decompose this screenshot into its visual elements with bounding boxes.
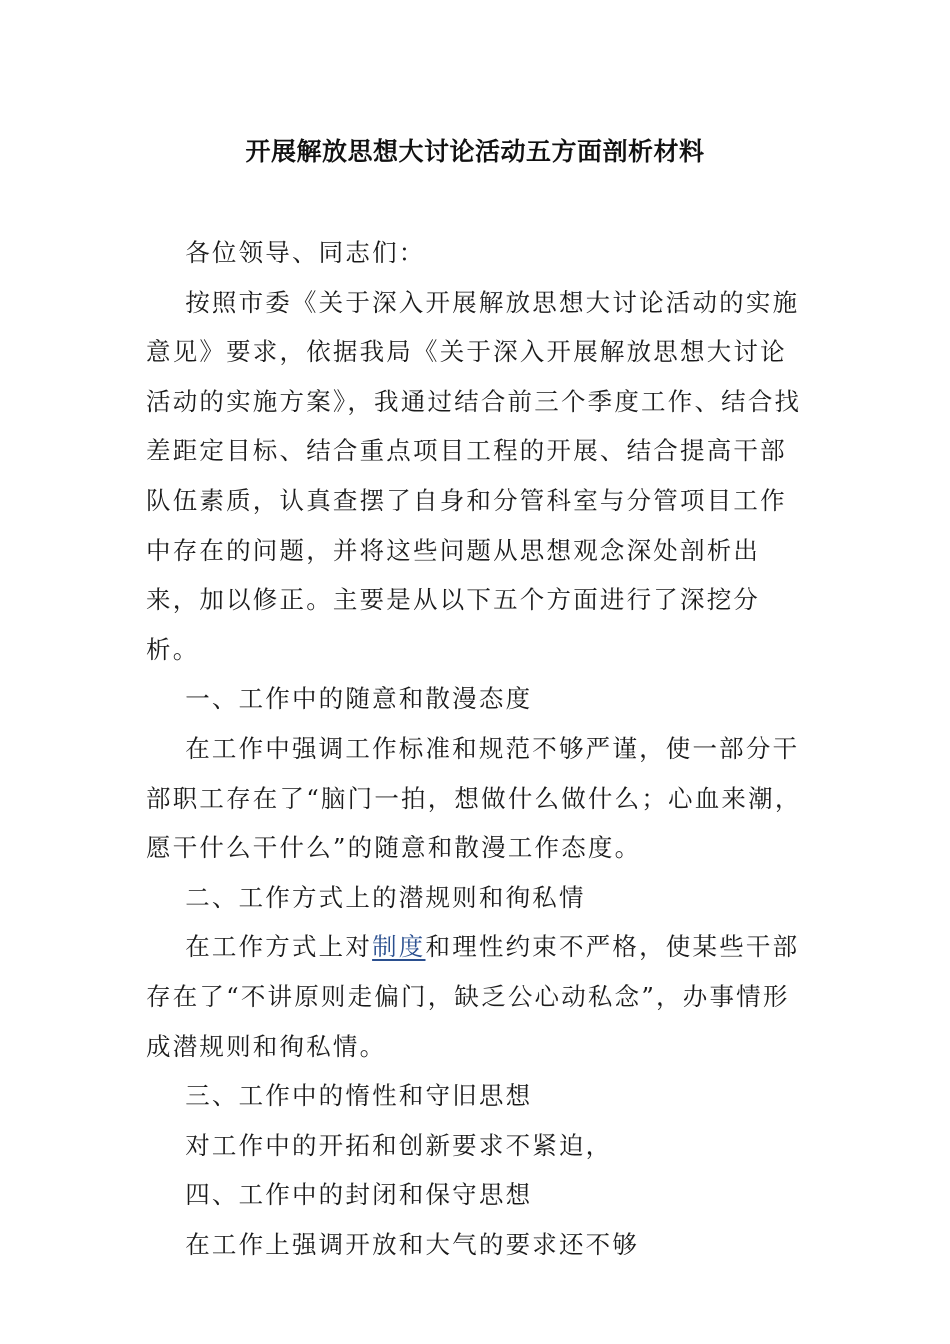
- section-text-1: 在工作中强调工作标准和规范不够严谨，使一部分干部职工存在了“脑门一拍，想做什么做什么；心血来潮，愿干什么干什么”的随意和散漫工作态度。: [146, 733, 802, 863]
- section-text-3: 对工作中的开拓和创新要求不紧迫，: [185, 1130, 613, 1160]
- intro-paragraph: 按照市委《关于深入开展解放思想大讨论活动的实施意见》要求，依据我局《关于深入开展解放思想大讨论活动的实施方案》，我通过结合前三个季度工作、结合找差距定目标、结合重点项目工程的开展、结合提高干部队伍素质，认真查摆了自身和分管科室与分管项目工作中存在的问题，并将这些问题从思想观念深处剖析出来，加以修正。主要是从以下五个方面进行了深挖分析。: [146, 287, 802, 664]
- section-text-4: 在工作上强调开放和大气的要求还不够: [185, 1229, 640, 1259]
- document-body: [146, 228, 806, 1269]
- section-heading-2: 二、工作方式上的潜规则和徇私情: [185, 882, 586, 912]
- section-text-2-after: 和理性约束不严格，使某些干部存在了“不讲原则走偏门，缺乏公心动私念”，办事情形成潜规则和徇私情。: [146, 932, 800, 1061]
- section-text-2: [146, 922, 806, 1071]
- section-heading-1: 一、工作中的随意和散漫态度: [185, 684, 533, 714]
- document-title: 开展解放思想大讨论活动五方面剖析材料: [245, 137, 705, 166]
- regulation-link[interactable]: 制度: [372, 932, 426, 962]
- greeting: 各位领导、同志们：: [185, 238, 426, 267]
- section-heading-4: 四、工作中的封闭和保守思想: [185, 1180, 533, 1210]
- section-heading-3: 三、工作中的惰性和守旧思想: [185, 1081, 533, 1111]
- section-text-2-before: 在工作方式上对: [185, 932, 373, 962]
